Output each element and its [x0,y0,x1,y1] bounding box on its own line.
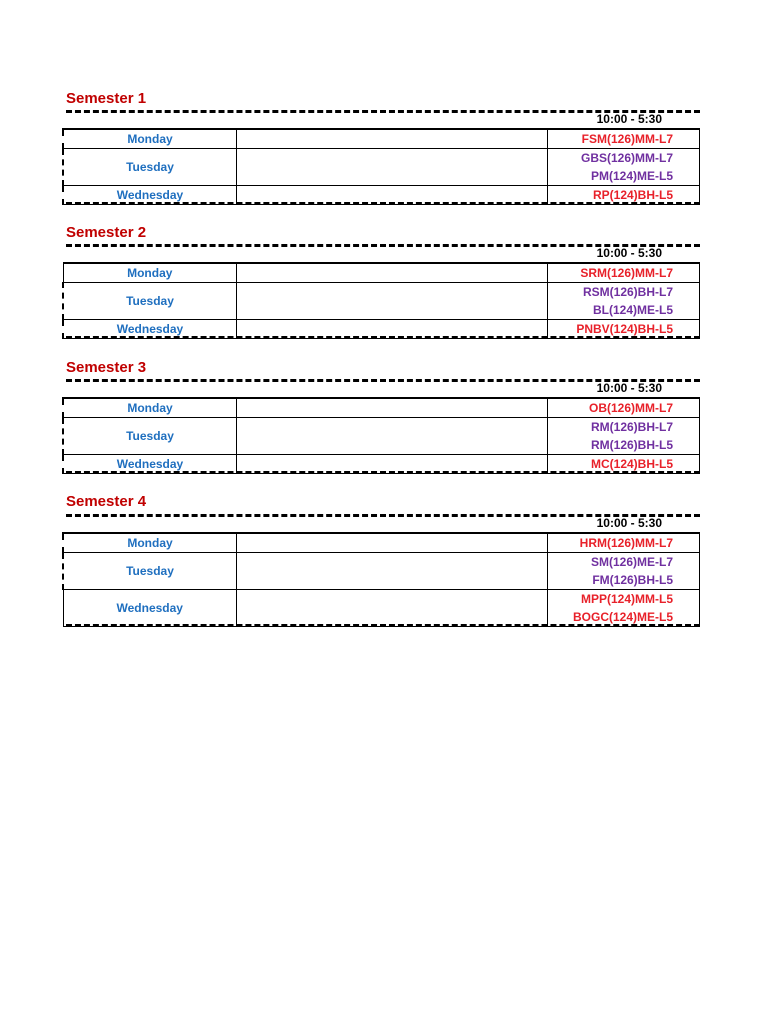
divider [66,624,700,627]
schedule-table [62,397,700,474]
empty-cell [237,263,548,283]
divider [66,336,700,339]
empty-cell [237,418,548,455]
course-code: PM(124)ME-L5 [590,169,673,183]
time-header: 10:00 - 5:30 [596,516,662,530]
day-cell: Wednesday [63,320,237,339]
course-code: MPP(124)MM-L5 [580,592,673,606]
schedule-table [62,128,700,205]
course-code: SRM(126)MM-L7 [580,266,673,280]
course-code: GBS(126)MM-L7 [580,151,673,165]
day-cell: Monday [63,129,237,149]
table-row [63,533,700,553]
day-cell: Tuesday [63,553,237,590]
semester-title: Semester 1 [66,90,147,107]
course-code: BOGC(124)ME-L5 [572,610,673,624]
semester-title: Semester 3 [66,359,147,376]
course-code: RM(126)BH-L7 [590,420,673,434]
course-code: RP(124)BH-L5 [592,188,673,202]
course-code: BL(124)ME-L5 [592,303,673,317]
table-row [63,418,700,455]
empty-cell [237,129,548,149]
slot-cell [548,590,700,627]
divider [66,471,700,474]
course-code: SM(126)ME-L7 [590,555,673,569]
course-code: RSM(126)BH-L7 [582,285,673,299]
empty-cell [237,398,548,418]
table-row [63,263,700,283]
slot-cell [548,398,700,418]
table-row [63,129,700,149]
empty-cell [237,590,548,627]
empty-cell [237,553,548,590]
table-row [63,149,700,186]
time-header: 10:00 - 5:30 [596,246,662,260]
course-code: PNBV(124)BH-L5 [576,322,673,336]
slot-cell [548,418,700,455]
day-cell: Monday [63,263,237,283]
course-code: HRM(126)MM-L7 [579,536,673,550]
day-cell: Tuesday [63,283,237,320]
slot-cell [548,149,700,186]
semester-title: Semester 2 [66,224,147,241]
slot-cell [548,533,700,553]
empty-cell [237,149,548,186]
slot-cell [548,129,700,149]
slot-cell [548,553,700,590]
day-cell: Wednesday [63,455,237,474]
day-cell: Tuesday [63,149,237,186]
table-row [63,590,700,627]
slot-cell [548,263,700,283]
semester-title: Semester 4 [66,493,147,510]
slot-cell [548,283,700,320]
course-code: MC(124)BH-L5 [590,457,673,471]
schedule-table [62,532,700,627]
day-cell: Monday [63,533,237,553]
course-code: OB(126)MM-L7 [588,401,673,415]
day-cell: Wednesday [63,186,237,205]
course-code: FM(126)BH-L5 [592,573,673,587]
day-cell: Wednesday [63,590,237,627]
course-code: FSM(126)MM-L7 [581,132,673,146]
time-header: 10:00 - 5:30 [596,112,662,126]
table-row [63,283,700,320]
schedule-table [62,262,700,339]
empty-cell [237,283,548,320]
divider [66,202,700,205]
day-cell: Tuesday [63,418,237,455]
empty-cell [237,533,548,553]
table-row [63,553,700,590]
day-cell: Monday [63,398,237,418]
time-header: 10:00 - 5:30 [596,381,662,395]
course-code: RM(126)BH-L5 [590,438,673,452]
table-row [63,398,700,418]
